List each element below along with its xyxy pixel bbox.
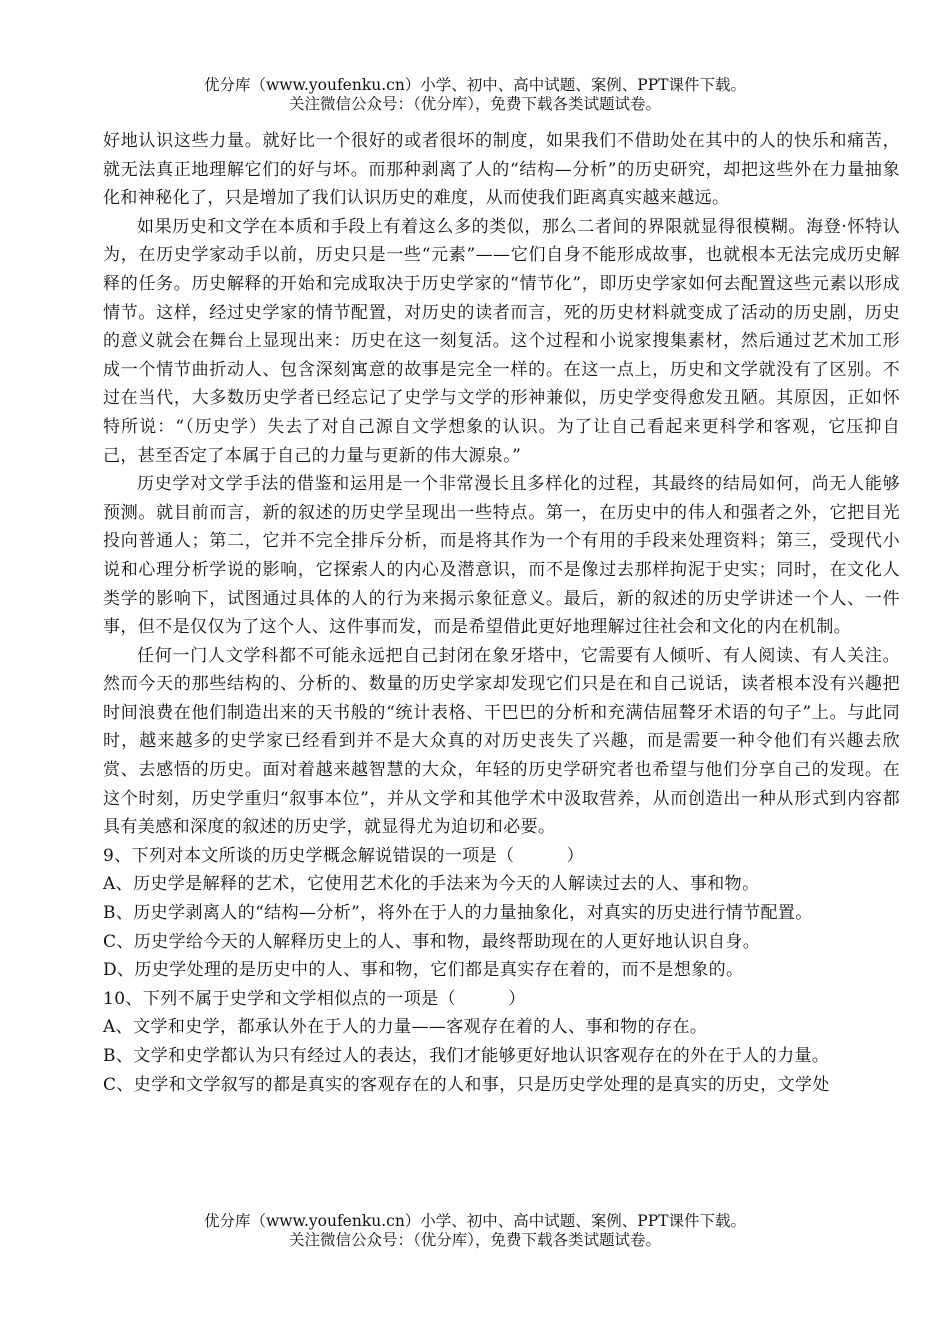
- paragraph-continued: 好地认识这些力量。就好比一个很好的或者很坏的制度，如果我们不借助处在其中的人的快乐和痛苦，就无法真正地理解它们的好与坏。而那种剥离了人的“结构—分析”的历史研究，却把这些外在力量抽象化和神秘化了，只是增加了我们认识历史的难度，从而使我们距离真实越来越远。: [103, 131, 900, 209]
- question-9-option-c: C、历史学给今天的人解释历史上的人、事和物，最终帮助现在的人更好地认识自身。: [103, 931, 761, 952]
- footer-line-1: 优分库（www.youfenku.cn）小学、初中、高中试题、案例、PPT课件下载。: [203, 1212, 747, 1230]
- question-9: 9、下列对本文所谈的历史学概念解说错误的一项是（ ）: [103, 845, 585, 866]
- question-9-option-d: D、历史学处理的是历史中的人、事和物，它们都是真实存在着的，而不是想象的。: [103, 960, 744, 981]
- page-footer: [0, 1212, 950, 1250]
- header-line-1: 优分库（www.youfenku.cn）小学、初中、高中试题、案例、PPT课件下载。: [203, 76, 747, 94]
- page-header: [0, 76, 950, 114]
- document-body: [103, 127, 900, 1099]
- question-10-option-a: A、文学和史学，都承认外在于人的力量——客观存在着的人、事和物的存在。: [103, 1017, 708, 1038]
- footer-line-2: 关注微信公众号：（优分库），免费下载各类试题试卷。: [288, 1231, 661, 1249]
- paragraph-narrative-history: 历史学对文学手法的借鉴和运用是一个非常漫长且多样化的过程，其最终的结局如何，尚无人能够预测。就目前而言，新的叙述的历史学呈现出一些特点。第一，在历史中的伟人和强者之外，它把目光投向普通人；第二，它并不完全排斥分析，而是将其作为一个有用的手段来处理资料；第三，受现代小说和心理分析学说的影响，它探索人的内心及潜意识，而不是像过去那样拘泥于史实；同时，在文化人类学的影响下，试图通过具体的人的行为来揭示象征意义。最后，新的叙述的历史学讲述一个人、一件事，但不是仅仅为了这个人、这件事而发，而是希望借此更好地理解过往社会和文化的内在机制。: [103, 474, 900, 638]
- question-10-option-c: C、史学和文学叙写的都是真实的客观存在的人和事，只是历史学处理的是真实的历史，文学处: [103, 1074, 830, 1095]
- paragraph-history-literature: 如果历史和文学在本质和手段上有着这么多的类似，那么二者间的界限就显得很模糊。海登·怀特认为，在历史学家动手以前，历史只是一些“元素”——它们自身不能形成故事，也就根本无法完成历史解释的任务。历史解释的开始和完成取决于历史学家的“情节化”，即历史学家如何去配置这些元素以形成情节。这样，经过史学家的情节配置，对历史的读者而言，死的历史材料就变成了活动的历史剧，历史的意义就会在舞台上显现出来：历史在这一刻复活。这个过程和小说家搜集素材，然后通过艺术加工形成一个情节曲折动人、包含深刻寓意的故事是完全一样的。在这一点上，历史和文学就没有了区别。不过在当代，大多数历史学者已经忘记了史学与文学的形神兼似，历史学变得愈发丑陋。其原因，正如怀特所说：“（历史学）失去了对自己源自文学想象的认识。为了让自己看起来更科学和客观，它压抑自己，甚至否定了本属于自己的力量与更新的伟大源泉。”: [103, 216, 900, 466]
- question-10: 10、下列不属于史学和文学相似点的一项是（ ）: [103, 988, 526, 1009]
- header-line-2: 关注微信公众号：（优分库），免费下载各类试题试卷。: [288, 95, 661, 113]
- question-9-option-a: A、历史学是解释的艺术，它使用艺术化的手法来为今天的人解读过去的人、事和物。: [103, 874, 760, 895]
- question-9-option-b: B、历史学剥离人的“结构—分析”，将外在于人的力量抽象化，对真实的历史进行情节配置。: [103, 903, 813, 924]
- paragraph-humanities: 任何一门人文学科都不可能永远把自己封闭在象牙塔中，它需要有人倾听、有人阅读、有人关注。然而今天的那些结构的、分析的、数量的历史学家却发现它们只是在和自己说话，读者根本没有兴趣把时间浪费在他们制造出来的天书般的“统计表格、干巴巴的分析和充满佶屈聱牙术语的句子”上。与此同时，越来越多的史学家已经看到并不是大众真的对历史丧失了兴趣，而是需要一种令他们有兴趣去欣赏、去感悟的历史。面对着越来越智慧的大众，年轻的历史学研究者也希望与他们分享自己的发现。在这个时刻，历史学重归“叙事本位”，并从文学和其他学术中汲取营养，从而创造出一种从形式到内容都具有美感和深度的叙述的历史学，就显得尤为迫切和必要。: [103, 645, 900, 838]
- question-10-option-b: B、文学和史学都认为只有经过人的表达，我们才能够更好地认识客观存在的外在于人的力量。: [103, 1046, 830, 1066]
